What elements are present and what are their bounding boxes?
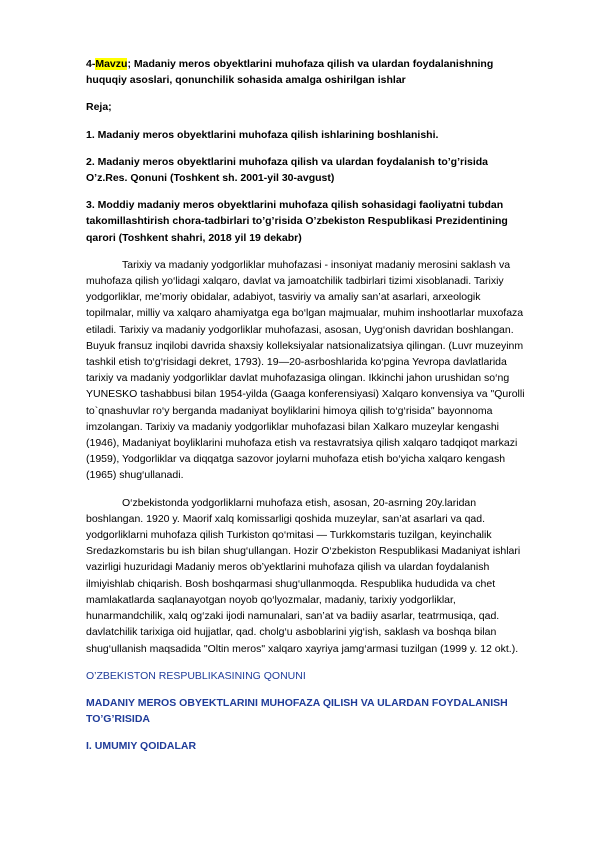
title-prefix: 4- bbox=[86, 58, 96, 70]
section-heading: I. UMUMIY QOIDALAR bbox=[86, 740, 197, 753]
plan-heading: Reja; bbox=[86, 101, 112, 114]
law-heading: O’ZBEKISTON RESPUBLIKASINING QONUNI bbox=[86, 669, 306, 682]
plan-item-1: 1. Madaniy meros obyektlarini muhofaza qilish ishlarining boshlanishi. bbox=[86, 128, 439, 141]
body-paragraph-2: O‘zbekistonda yodgorliklarni muhofaza etish, asosan, 20-asrning 20y.laridan boshlangan. 1920 y. Maorif xalq komissarligi qoshida muzeylar, san’at asarlari va qad. yodgorliklarni muhofaza qilish Turkiston qo‘mitasi — Turkkomstaris tuzilgan, keyinchalik Sredazkomstaris bu ish bilan shug‘ullangan. Hozir O‘zbekiston Respublikasi Madaniyat ishlari vazirligi huzuridagi Madaniy meros ob’yektlarini muhofaza qilish va ulardan foydalanish ilmiyishlab chiqarish. Bosh boshqarmasi shug‘ullanmoqda. Respublika hududida va chet mamlakatlarda saqlanayotgan noyob qo‘lyozmalar, madaniy, tarixiy yodgorliklar, hunarmandchilik, xalq og‘zaki ijodi namunalari, san’at va badiiy asarlar, teatrmusiqa, qad. davlatchilik tarixiga oid hujjatlar, qad. cholg‘u asboblarini yig‘ish, saklash va boshqa bilan shug‘ullanish maqsadida "Oltin meros" xalqaro xayriya jamg‘armasi tuzilgan (1999 y. 12 okt.). bbox=[86, 496, 521, 655]
plan-item-3: 3. Moddiy madaniy meros obyektlarini muhofaza qilish sohasidagi faoliyatni tubdan takomillashtirish chora-tadbirlari to’g’risida O’zbekiston Respublikasi Prezidentining qarori (Toshkent shahri, 2018 yil 19 dekabr) bbox=[86, 199, 508, 244]
title-rest: ; Madaniy meros obyektlarini muhofaza qilish va ulardan foydalanishning huquqiy asoslari, qonunchilik sohasida amalga oshirilgan ishlar bbox=[86, 58, 494, 87]
title-highlight: Mavzu bbox=[95, 58, 128, 70]
law-title: MADANIY MEROS OBYEKTLARINI MUHOFAZA QILISH VA ULARDAN FOYDALANISH TO’G’RISIDA bbox=[86, 696, 508, 726]
document-title bbox=[86, 56, 528, 88]
body-paragraph-1: Tarixiy va madaniy yodgorliklar muhofazasi - insoniyat madaniy merosini saklash va muhofaza qilish yo‘lidagi xalqaro, davlat va jamoatchilik tadbirlari tizimi xisoblanadi. Tarixiy yodgorliklar, me’moriy obidalar, adabiyot, tasviriy va amaliy san’at asarlari, arxeologik topilmalar, milliy va xalqaro ahamiyatga ega bo‘lgan majmualar, muhim inshootlarlar muxofaza etiladi. Tarixiy va madaniy yodgorliklar muhofazasi, asosan, Uyg‘onish davridan boshlangan. Buyuk fransuz inqilobi davrida shaxsiy kolleksiyalar natsionalizatsiya qilingan. (Luvr muzeyinm tashkil etish to‘g‘risidagi dekret, 1793). 19—20-asrboshlarida ko‘pgina Yevropa davlatlarida tarixiy va madaniy yodgorliklar davlat muhofazasiga olingan. Ikkinchi jahon urushidan so‘ng YUNESKO tashabbusi bilan 1954-yilda (Gaaga konferensiyasi) Xalqaro konvensiya va "Qurolli to`qnashuvlar ro‘y berganda madaniyat boyliklarini himoya qilish to‘g‘risida" bayonnoma imzolangan. Tarixiy va madaniy yodgorliklar muhofazasi bilan Xalkaro muzeylar kengashi (1946), Madaniyat boyliklarini muhofaza etish va restavratsiya qilish xalqaro tadqiqot markazi (1959), Yodgorliklar va diqqatga sazovor joylarni muhofaza etish bo‘yicha xalqaro kengash (1965) shug‘ullanadi. bbox=[86, 258, 525, 482]
plan-item-2: 2. Madaniy meros obyektlarini muhofaza qilish va ulardan foydalanish to’g’risida O’z.Res. Qonuni (Toshkent sh. 2001-yil 30-avgust) bbox=[86, 155, 489, 185]
